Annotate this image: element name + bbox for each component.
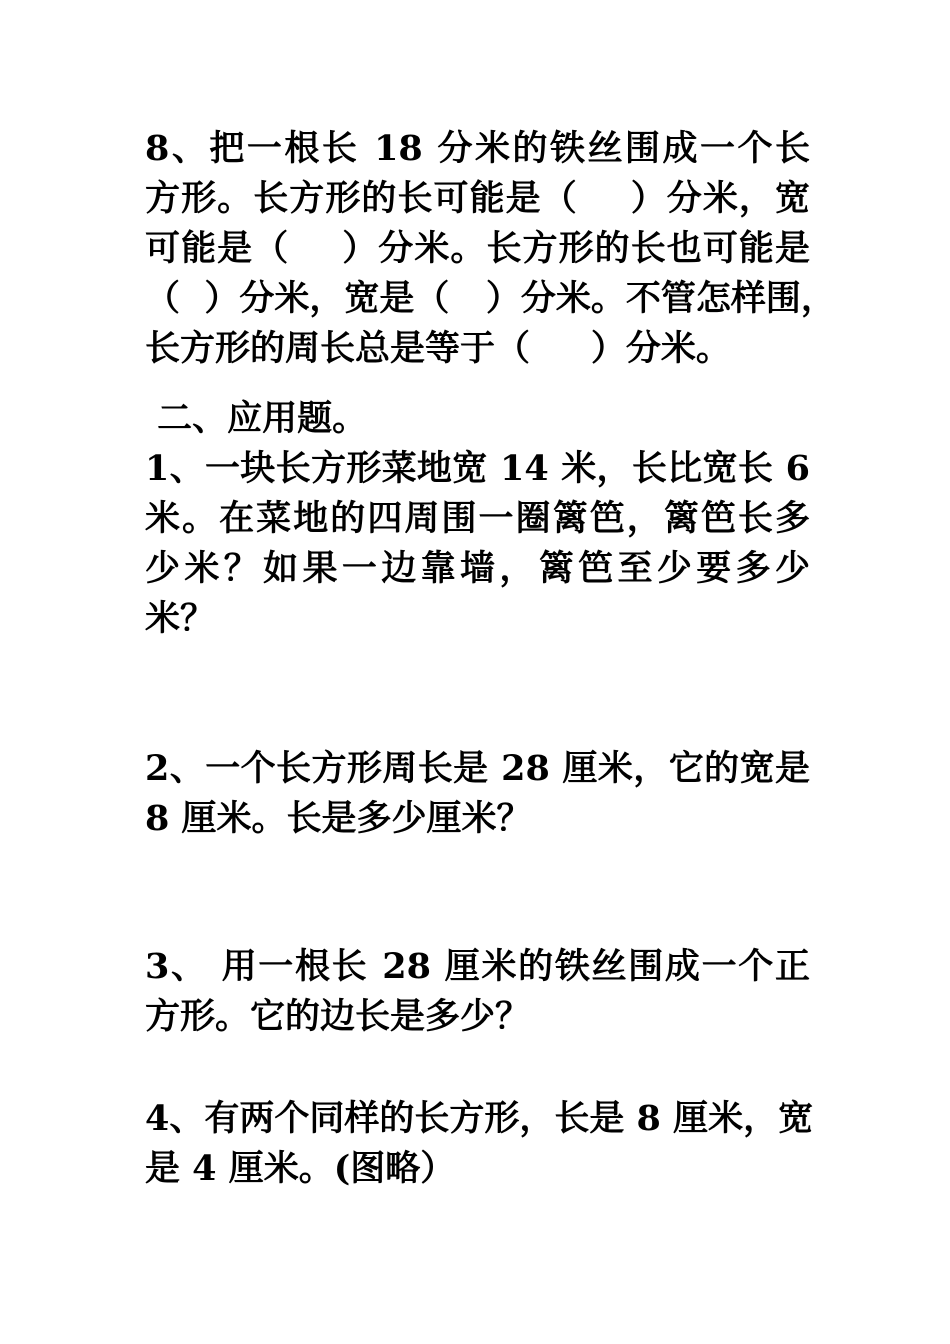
section-heading: 二、应用题。: [145, 398, 368, 439]
question-8-line-4: （ ）分米，宽是（ ）分米。不管怎样围，: [145, 278, 836, 319]
problem-2: [145, 744, 810, 844]
problem-2-line-2: 8 厘米。长是多少厘米？: [145, 798, 532, 839]
problem-1-line-4: 米？: [145, 598, 216, 639]
problem-3-line-2: 方形。它的边长是多少？: [145, 996, 531, 1037]
problem-1: [145, 444, 810, 644]
document-page: [145, 124, 836, 1194]
problem-1-line-1: 1、一块长方形菜地宽 14 米，长比宽长 6: [145, 448, 810, 489]
question-8-line-1: 8、把一根长 18 分米的铁丝围成一个长: [145, 128, 810, 169]
problem-4: [145, 1094, 814, 1194]
problem-3: [145, 942, 810, 1042]
problem-3-line-1: 3、 用一根长 28 厘米的铁丝围成一个正: [145, 946, 810, 987]
problem-4-line-1: 4、有两个同样的长方形，长是 8 厘米，宽: [145, 1098, 814, 1139]
problem-1-line-3: 少米？如果一边靠墙，篱笆至少要多少: [145, 548, 810, 589]
question-8: [145, 124, 836, 374]
problem-2-line-1: 2、一个长方形周长是 28 厘米，它的宽是: [145, 748, 810, 789]
problem-1-line-2: 米。在菜地的四周围一圈篱笆，篱笆长多: [145, 498, 810, 539]
question-8-line-2: 方形。长方形的长可能是（ ）分米，宽: [145, 178, 810, 219]
question-8-line-3: 可能是（ ）分米。长方形的长也可能是: [145, 228, 810, 269]
problem-4-line-2: 是 4 厘米。(图略）: [145, 1148, 456, 1189]
question-8-line-5: 长方形的周长总是等于（ ）分米。: [145, 328, 731, 369]
